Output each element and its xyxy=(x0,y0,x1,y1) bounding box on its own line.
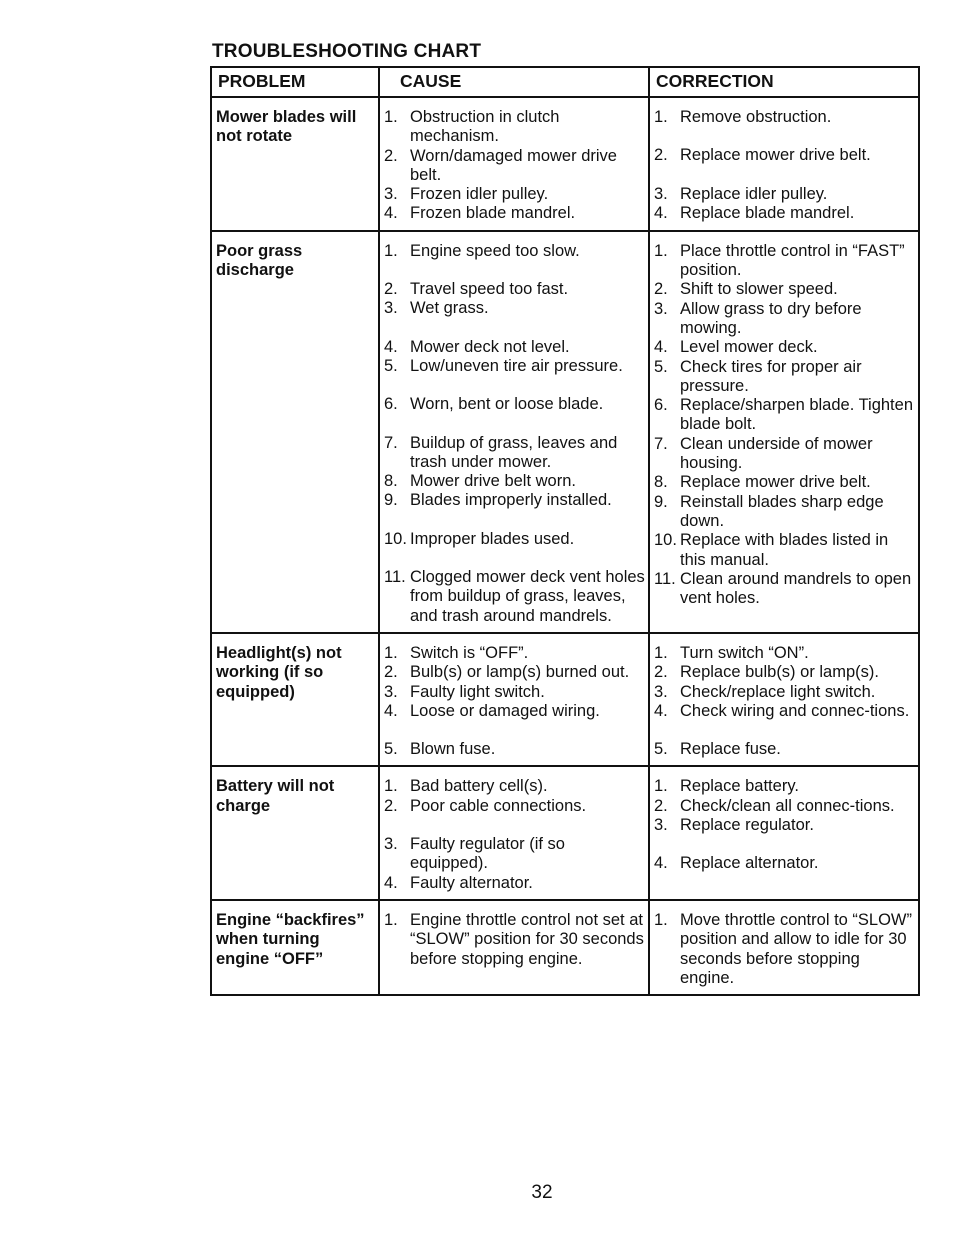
correction-item xyxy=(654,570,916,609)
correction-item-text: Clean underside of mower housing. xyxy=(680,434,873,473)
correction-item xyxy=(654,854,916,873)
cause-item xyxy=(384,530,646,549)
cause-item-number: 4. xyxy=(384,701,398,720)
cause-item-text: Engine throttle control not set at “SLOW” position for 30 seconds before stopping engine. xyxy=(410,910,644,968)
correction-item xyxy=(654,146,916,165)
cause-item-text: Low/uneven tire air pressure. xyxy=(410,356,623,375)
cause-item xyxy=(384,434,646,473)
cause-list xyxy=(384,242,646,626)
correction-item xyxy=(654,663,916,682)
correction-item-number: 3. xyxy=(654,816,668,835)
problem-cell: Headlight(s) not working (if so equipped) xyxy=(211,633,379,766)
cause-item-number: 8. xyxy=(384,472,398,491)
correction-item-text: Reinstall blades sharp edge down. xyxy=(680,492,884,530)
table-row xyxy=(211,633,919,766)
correction-item-text: Replace with blades listed in this manual. xyxy=(680,531,889,569)
correction-item-number: 3. xyxy=(654,299,668,318)
correction-item-text: Allow grass to dry before mowing. xyxy=(680,299,862,337)
correction-cell xyxy=(649,766,919,899)
cause-item-text: Faulty alternator. xyxy=(410,873,533,892)
cause-item-number: 5. xyxy=(384,356,398,375)
correction-item xyxy=(654,108,916,127)
cause-item xyxy=(384,644,646,663)
cause-item-number: 4. xyxy=(384,873,398,892)
correction-list xyxy=(654,777,916,873)
cause-item-text: Blown fuse. xyxy=(410,740,496,759)
correction-item-text: Replace idler pulley. xyxy=(680,184,828,203)
correction-item xyxy=(654,702,916,721)
correction-item-number: 4. xyxy=(654,203,668,222)
correction-item-number: 2. xyxy=(654,146,668,165)
troubleshooting-table xyxy=(210,66,920,996)
correction-item xyxy=(654,473,916,492)
cause-item-text: Bulb(s) or lamp(s) burned out. xyxy=(410,663,630,682)
correction-cell xyxy=(649,231,919,633)
cause-item-number: 1. xyxy=(384,108,398,126)
cause-cell xyxy=(379,900,649,995)
cause-item-text: Mower drive belt worn. xyxy=(410,472,576,491)
cause-item-number: 7. xyxy=(384,433,398,452)
cause-item xyxy=(384,874,646,893)
correction-item-number: 9. xyxy=(654,492,668,511)
correction-item-text: Replace alternator. xyxy=(680,854,819,873)
cause-item-text: Improper blades used. xyxy=(410,529,575,548)
correction-item-number: 6. xyxy=(654,396,668,415)
correction-item-text: Check wiring and connec-tions. xyxy=(680,701,910,720)
cause-item-text: Buildup of grass, leaves and trash under mower. xyxy=(410,433,618,471)
correction-item-text: Clean around mandrels to open vent holes. xyxy=(680,569,912,608)
correction-item xyxy=(654,493,916,532)
correction-item-number: 5. xyxy=(654,357,668,376)
correction-item-number: 1. xyxy=(654,777,668,796)
cause-item xyxy=(384,299,646,318)
correction-item-text: Replace bulb(s) or lamp(s). xyxy=(680,663,879,682)
correction-item-number: 4. xyxy=(654,854,668,873)
correction-item-text: Check tires for proper air pressure. xyxy=(680,357,862,395)
cause-cell xyxy=(379,97,649,231)
correction-item-number: 1. xyxy=(654,910,668,929)
cause-item-number: 11. xyxy=(384,568,406,587)
cause-item-number: 2. xyxy=(384,796,398,815)
table-row xyxy=(211,97,919,231)
cause-item xyxy=(384,911,646,969)
cause-item-text: Poor cable connections. xyxy=(410,796,587,815)
correction-item-text: Replace mower drive belt. xyxy=(680,146,871,165)
cause-item-number: 3. xyxy=(384,682,398,701)
correction-item-number: 5. xyxy=(654,740,668,759)
cause-item-number: 10. xyxy=(384,529,407,548)
cause-item xyxy=(384,280,646,299)
cause-item xyxy=(384,147,646,186)
correction-item-text: Place throttle control in “FAST” position. xyxy=(680,241,905,280)
correction-item-number: 2. xyxy=(654,280,668,299)
cause-item-text: Wet grass. xyxy=(410,299,489,318)
cause-item-number: 4. xyxy=(384,204,398,223)
correction-item-text: Replace fuse. xyxy=(680,740,781,759)
cause-item-text: Travel speed too fast. xyxy=(410,280,569,299)
correction-item xyxy=(654,358,916,397)
correction-list xyxy=(654,242,916,609)
correction-item xyxy=(654,435,916,474)
correction-list xyxy=(654,108,916,223)
cause-item xyxy=(384,472,646,491)
correction-item-number: 4. xyxy=(654,338,668,357)
correction-item-number: 1. xyxy=(654,108,668,126)
correction-item-text: Turn switch “ON”. xyxy=(680,643,809,662)
cause-item xyxy=(384,357,646,376)
cause-item xyxy=(384,740,646,759)
correction-item-text: Shift to slower speed. xyxy=(680,280,838,299)
page-number: 32 xyxy=(531,1182,553,1203)
table-header-row xyxy=(211,67,919,97)
cause-item xyxy=(384,204,646,223)
cause-item xyxy=(384,702,646,721)
correction-item-text: Replace regulator. xyxy=(680,816,814,835)
correction-item xyxy=(654,911,916,988)
correction-item xyxy=(654,280,916,299)
correction-cell xyxy=(649,900,919,995)
problem-cell: Engine “backfires” when turning engine “OFF” xyxy=(211,900,379,995)
cause-item-text: Clogged mower deck vent holes from buildup of grass, leaves, and trash around mandrels. xyxy=(410,568,645,625)
cause-item-number: 1. xyxy=(384,643,398,662)
cause-item xyxy=(384,663,646,682)
cause-item-text: Faulty light switch. xyxy=(410,682,545,701)
table-row xyxy=(211,231,919,633)
correction-item-text: Replace/sharpen blade. Tighten blade bolt. xyxy=(680,396,913,434)
cause-list xyxy=(384,108,646,224)
cause-item-text: Mower deck not level. xyxy=(410,337,570,356)
correction-list xyxy=(654,644,916,759)
cause-item-number: 2. xyxy=(384,663,398,682)
table-row xyxy=(211,766,919,899)
header-problem: PROBLEM xyxy=(211,67,379,97)
cause-item xyxy=(384,242,646,261)
cause-item-text: Worn, bent or loose blade. xyxy=(410,395,604,414)
correction-item xyxy=(654,185,916,204)
correction-item xyxy=(654,740,916,759)
correction-item-number: 11. xyxy=(654,569,676,588)
cause-item xyxy=(384,683,646,702)
cause-item-number: 9. xyxy=(384,491,398,510)
correction-item-number: 3. xyxy=(654,682,668,701)
cause-item xyxy=(384,835,646,874)
correction-item xyxy=(654,242,916,281)
correction-cell xyxy=(649,633,919,766)
correction-item xyxy=(654,797,916,816)
correction-item xyxy=(654,204,916,223)
cause-item-text: Engine speed too slow. xyxy=(410,241,580,260)
cause-item-number: 6. xyxy=(384,395,398,414)
table-body xyxy=(211,97,919,995)
cause-item-number: 1. xyxy=(384,910,398,929)
cause-list xyxy=(384,911,646,969)
cause-item xyxy=(384,797,646,816)
correction-item xyxy=(654,300,916,339)
correction-item-text: Remove obstruction. xyxy=(680,108,832,126)
cause-item-number: 3. xyxy=(384,185,398,204)
cause-item-text: Frozen blade mandrel. xyxy=(410,204,576,223)
cause-item-text: Worn/damaged mower drive belt. xyxy=(410,146,617,184)
correction-item-number: 2. xyxy=(654,796,668,815)
correction-item xyxy=(654,683,916,702)
cause-item-number: 2. xyxy=(384,146,398,165)
correction-item-text: Replace mower drive belt. xyxy=(680,473,871,492)
correction-item xyxy=(654,531,916,570)
correction-item-text: Move throttle control to “SLOW” position and allow to idle for 30 seconds before stopping engine. xyxy=(680,910,912,987)
correction-item xyxy=(654,816,916,835)
correction-item xyxy=(654,644,916,663)
cause-list xyxy=(384,644,646,759)
cause-item-text: Faulty regulator (if so equipped). xyxy=(410,835,565,873)
correction-item-number: 4. xyxy=(654,701,668,720)
correction-item-number: 2. xyxy=(654,663,668,682)
problem-cell: Mower blades will not rotate xyxy=(211,97,379,231)
cause-item-number: 3. xyxy=(384,835,398,854)
cause-item-number: 5. xyxy=(384,740,398,759)
correction-item-text: Level mower deck. xyxy=(680,338,818,357)
correction-item-number: 3. xyxy=(654,184,668,203)
cause-item xyxy=(384,491,646,510)
page-title: TROUBLESHOOTING CHART xyxy=(212,41,482,62)
cause-item xyxy=(384,338,646,357)
correction-item xyxy=(654,396,916,435)
correction-item-text: Replace blade mandrel. xyxy=(680,203,855,222)
cause-list xyxy=(384,777,646,892)
cause-item xyxy=(384,395,646,414)
correction-item-text: Check/clean all connec-tions. xyxy=(680,796,895,815)
correction-item-number: 7. xyxy=(654,434,668,453)
cause-item-number: 1. xyxy=(384,777,398,796)
cause-item-text: Switch is “OFF”. xyxy=(410,643,529,662)
cause-item-text: Loose or damaged wiring. xyxy=(410,701,600,720)
correction-item-text: Check/replace light switch. xyxy=(680,682,876,701)
cause-cell xyxy=(379,231,649,633)
cause-item-number: 4. xyxy=(384,337,398,356)
cause-item xyxy=(384,185,646,204)
correction-item xyxy=(654,777,916,796)
cause-cell xyxy=(379,766,649,899)
correction-item-number: 1. xyxy=(654,241,668,260)
cause-item-number: 3. xyxy=(384,299,398,318)
cause-item-number: 2. xyxy=(384,280,398,299)
problem-cell: Poor grass discharge xyxy=(211,231,379,633)
cause-cell xyxy=(379,633,649,766)
cause-item-text: Blades improperly installed. xyxy=(410,491,612,510)
cause-item-text: Frozen idler pulley. xyxy=(410,185,549,204)
correction-item-number: 10. xyxy=(654,531,677,550)
correction-cell xyxy=(649,97,919,231)
header-correction: CORRECTION xyxy=(649,67,919,97)
cause-item-text: Bad battery cell(s). xyxy=(410,777,548,796)
correction-item xyxy=(654,338,916,357)
cause-item xyxy=(384,568,646,626)
header-cause: CAUSE xyxy=(379,67,649,97)
cause-item xyxy=(384,108,646,147)
correction-item-text: Replace battery. xyxy=(680,777,799,796)
cause-item-number: 1. xyxy=(384,241,398,260)
correction-list xyxy=(654,911,916,988)
correction-item-number: 8. xyxy=(654,473,668,492)
correction-item-number: 1. xyxy=(654,643,668,662)
problem-cell: Battery will not charge xyxy=(211,766,379,899)
table-row xyxy=(211,900,919,995)
cause-item-text: Obstruction in clutch mechanism. xyxy=(410,108,560,146)
cause-item xyxy=(384,777,646,796)
